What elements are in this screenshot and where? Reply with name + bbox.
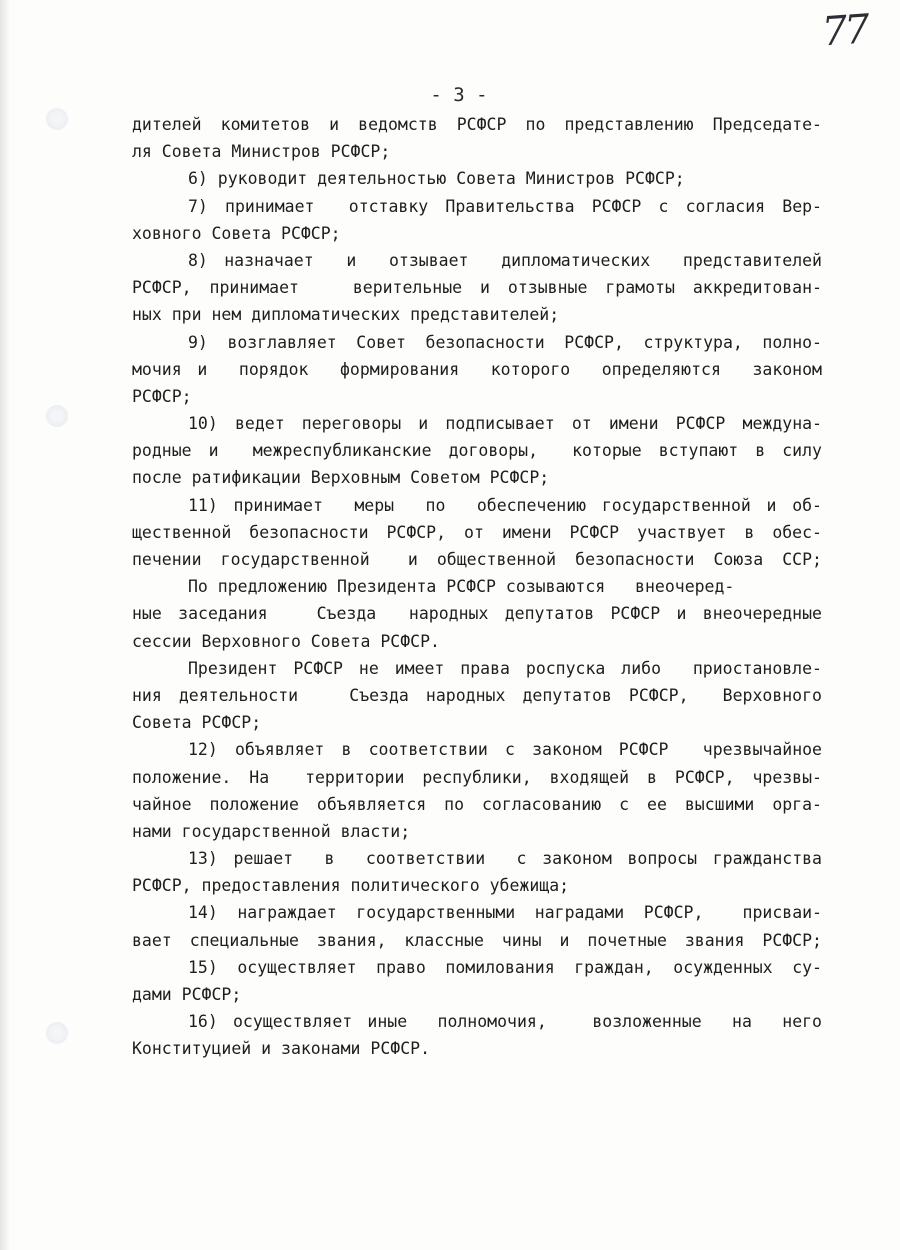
text-line: 8) назначает и отзывает дипломатических представителей <box>188 250 822 270</box>
text-line: 11) принимает меры по обеспечению государственной и об- <box>188 495 822 515</box>
text-line: РСФСР, предоставления политического убежища; <box>132 876 570 896</box>
text-line: РСФСР, принимает верительные и отзывные грамоты аккредитован- <box>132 278 822 298</box>
text-line: 9) возглавляет Совет безопасности РСФСР, структура, полно- <box>188 332 822 352</box>
text-line: Президент РСФСР не имеет права роспуска либо приостановле- <box>188 658 822 678</box>
text-line: родные и межреспубликанские договоры, которые вступают в силу <box>132 441 822 461</box>
text-line: 7) принимает отставку Правительства РСФСР с согласия Вер- <box>188 196 822 216</box>
page-edge-shadow <box>0 0 10 1250</box>
text-line: сессии Верховного Совета РСФСР. <box>132 631 440 651</box>
document-body <box>132 111 822 1063</box>
text-line: 6) руководит деятельностью Совета Министров РСФСР; <box>188 169 685 189</box>
text-line: ховного Совета РСФСР; <box>132 223 341 243</box>
text-line: после ратификации Верховным Советом РСФСР; <box>132 468 550 488</box>
text-line: мочия и порядок формирования которого определяются законом <box>132 359 822 379</box>
text-line: ные заседания Съезда народных депутатов РСФСР и внеочередные <box>132 604 822 624</box>
text-line: РСФСР; <box>132 386 192 406</box>
text-line: ля Совета Министров РСФСР; <box>132 142 391 162</box>
text-line: Совета РСФСР; <box>132 713 262 733</box>
punch-hole-mark <box>46 108 68 130</box>
punch-hole-mark <box>46 1022 68 1044</box>
text-line: 16) осуществляет иные полномочия, возложенные на него <box>188 1012 822 1032</box>
text-line: ных при нем дипломатических представителей; <box>132 305 560 325</box>
text-line: 12) объявляет в соответствии с законом РСФСР чрезвычайное <box>188 740 822 760</box>
text-line: чайное положение объявляется по согласованию с ее высшими орга- <box>132 794 822 814</box>
text-line: По предложению Президента РСФСР созываются внеочеред- <box>188 577 735 597</box>
text-line: щественной безопасности РСФСР, от имени РСФСР участвует в обес- <box>132 522 822 542</box>
text-line: дителей комитетов и ведомств РСФСР по представлению Председате- <box>132 115 822 134</box>
text-line: нами государственной власти; <box>132 821 411 841</box>
text-line: Конституцией и законами РСФСР. <box>132 1039 431 1059</box>
text-line: печении государственной и общественной безопасности Союза ССР; <box>132 550 822 569</box>
punch-hole-mark <box>46 405 68 427</box>
text-line: 15) осуществляет право помилования граждан, осужденных су- <box>188 957 822 977</box>
handwritten-archive-number: 77 <box>820 6 869 56</box>
text-line: 14) награждает государственными наградами РСФСР, присваи- <box>188 903 822 923</box>
text-line: 10) ведет переговоры и подписывает от имени РСФСР междуна- <box>188 414 822 434</box>
text-line: 13) решает в соответствии с законом вопросы гражданства <box>188 849 822 869</box>
text-line: положение. На территории республики, входящей в РСФСР, чрезвы- <box>132 767 822 787</box>
page-number: - 3 - <box>430 84 488 106</box>
text-line: дами РСФСР; <box>132 985 242 1004</box>
text-line: ния деятельности Съезда народных депутатов РСФСР, Верховного <box>132 685 822 705</box>
text-line: вает специальные звания, классные чины и почетные звания РСФСР; <box>132 930 822 950</box>
